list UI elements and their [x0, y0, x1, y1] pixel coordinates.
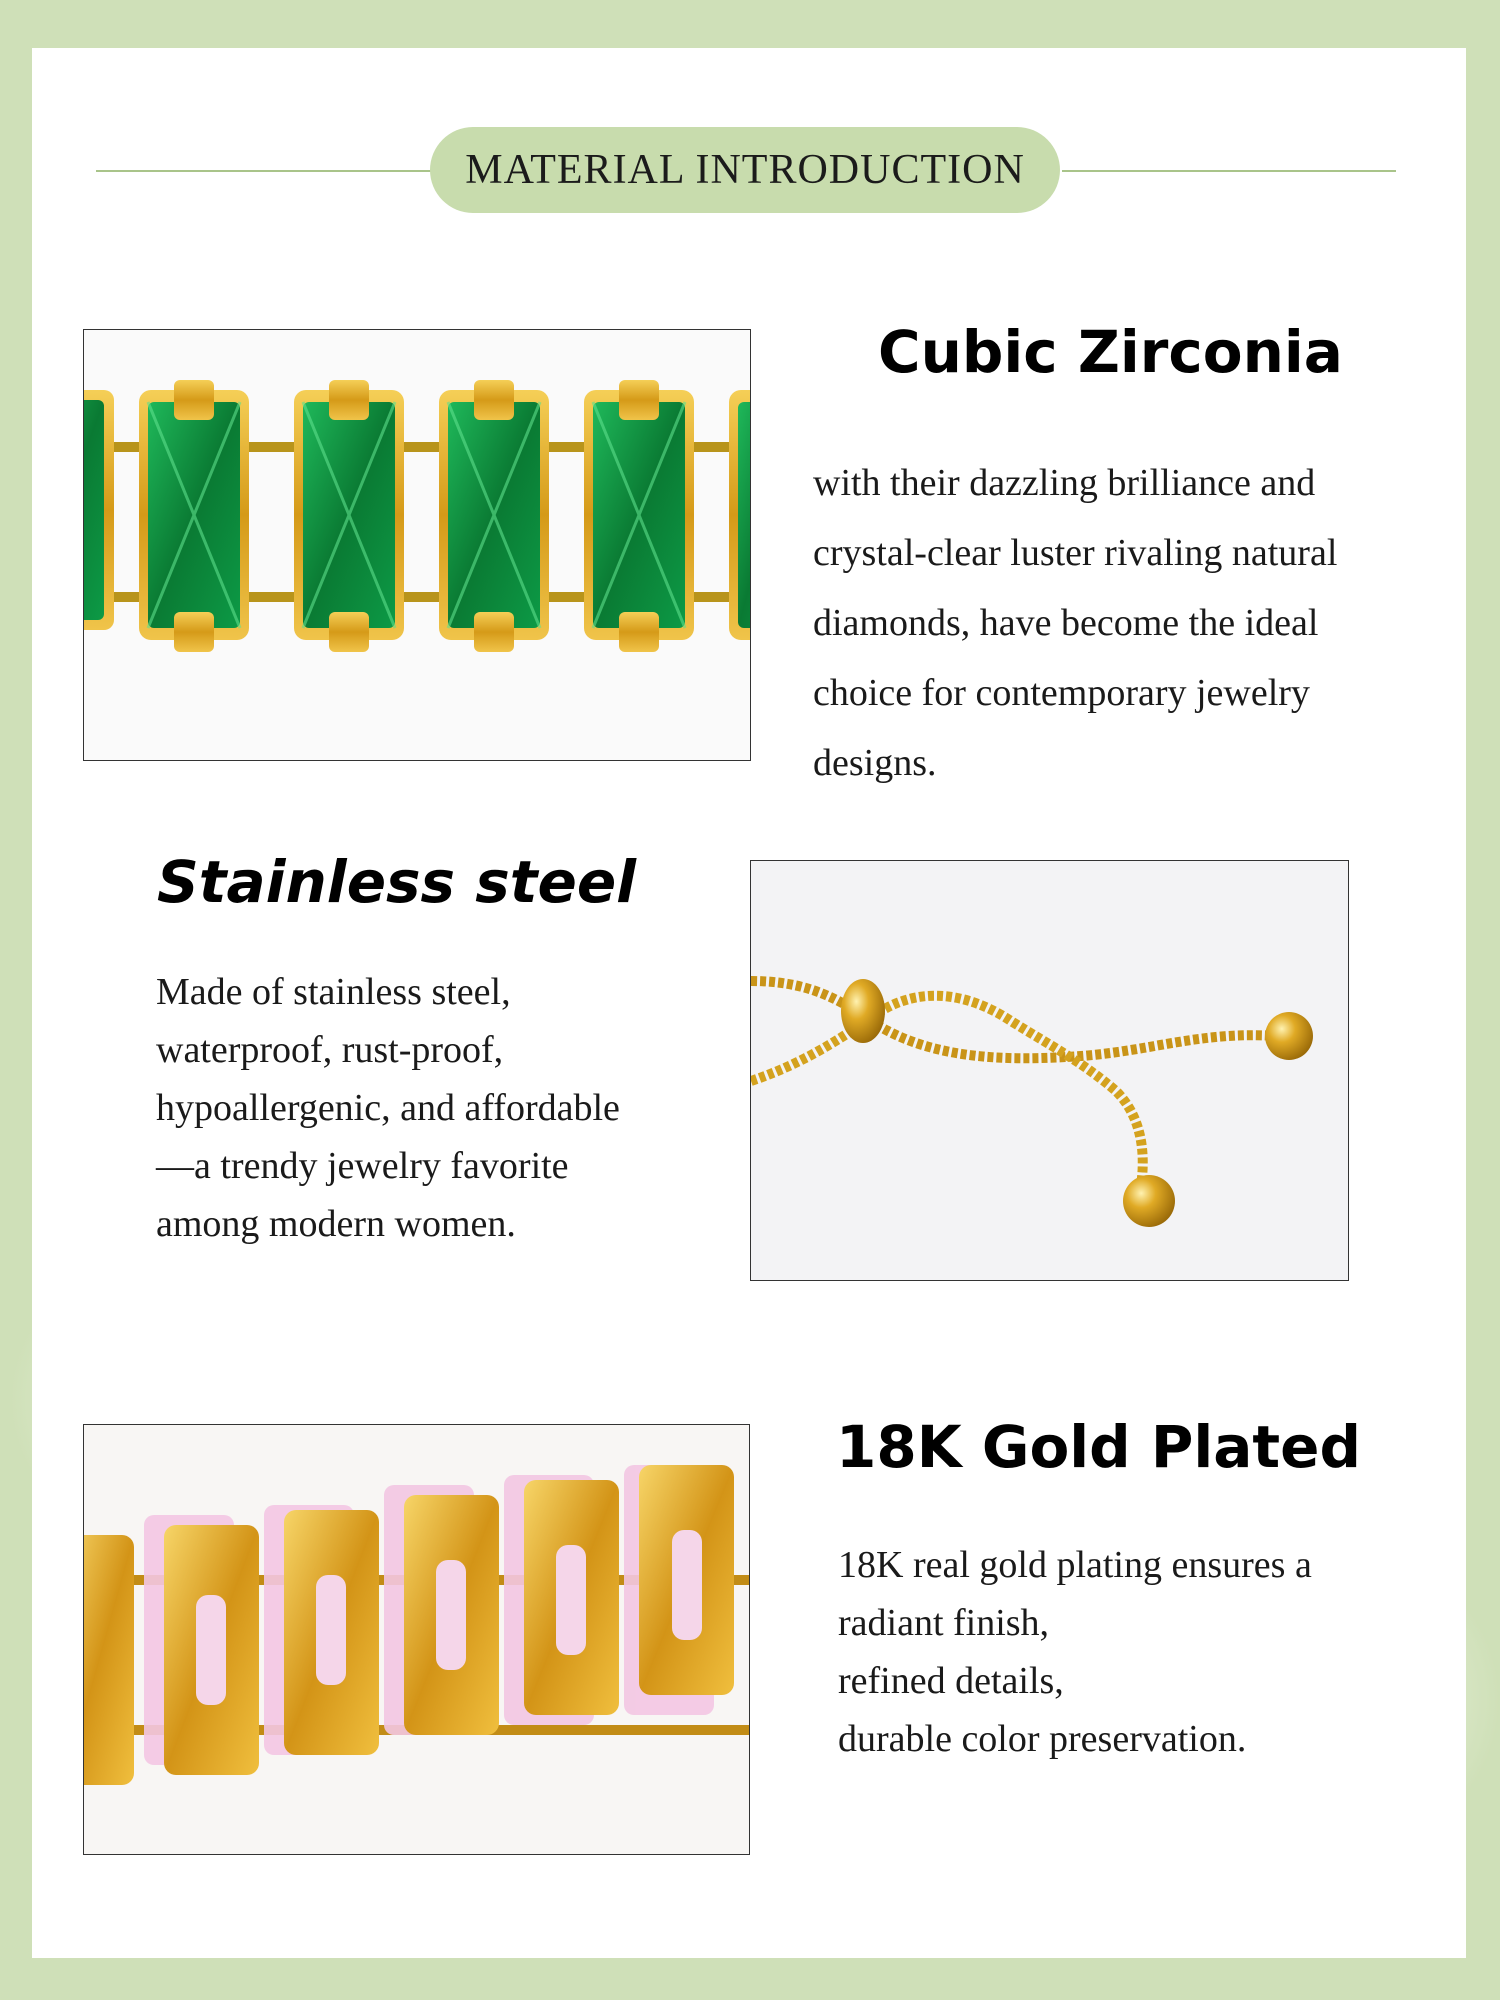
- stainless-steel-line-5: among modern women.: [156, 1203, 516, 1245]
- header-divider-right: [1062, 170, 1396, 172]
- gold-plated-line-4: durable color preservation.: [838, 1718, 1247, 1760]
- gold-plated-line-1: 18K real gold plating ensures a: [838, 1544, 1312, 1586]
- stainless-steel-title: Stainless steel: [157, 848, 637, 916]
- gold-plated-description: [838, 1536, 1438, 1768]
- cubic-zirconia-photo: [83, 329, 751, 761]
- cubic-zirconia-description: [813, 448, 1423, 798]
- stainless-steel-line-4: —a trendy jewelry favorite: [156, 1145, 569, 1187]
- cubic-zirconia-title: Cubic Zirconia: [878, 318, 1343, 386]
- stainless-steel-line-2: waterproof, rust-proof,: [156, 1029, 504, 1071]
- gold-plated-line-2: radiant finish,: [838, 1602, 1050, 1644]
- stainless-steel-photo: [750, 860, 1349, 1281]
- stainless-steel-line-3: hypoallergenic, and affordable: [156, 1087, 620, 1129]
- stainless-steel-line-1: Made of stainless steel,: [156, 971, 511, 1013]
- cubic-zirconia-description-text: with their dazzling brilliance and crystal-clear luster rivaling natural diamonds, have become the ideal choice for contemporary jewelry designs.: [813, 462, 1338, 784]
- section-header: [430, 127, 1060, 213]
- header-divider-left: [96, 170, 432, 172]
- gold-plated-photo: [83, 1424, 750, 1855]
- section-header-title: MATERIAL INTRODUCTION: [465, 147, 1025, 193]
- gold-plated-line-3: refined details,: [838, 1660, 1064, 1702]
- gold-plated-title: 18K Gold Plated: [836, 1413, 1362, 1481]
- stainless-steel-description: [156, 963, 716, 1253]
